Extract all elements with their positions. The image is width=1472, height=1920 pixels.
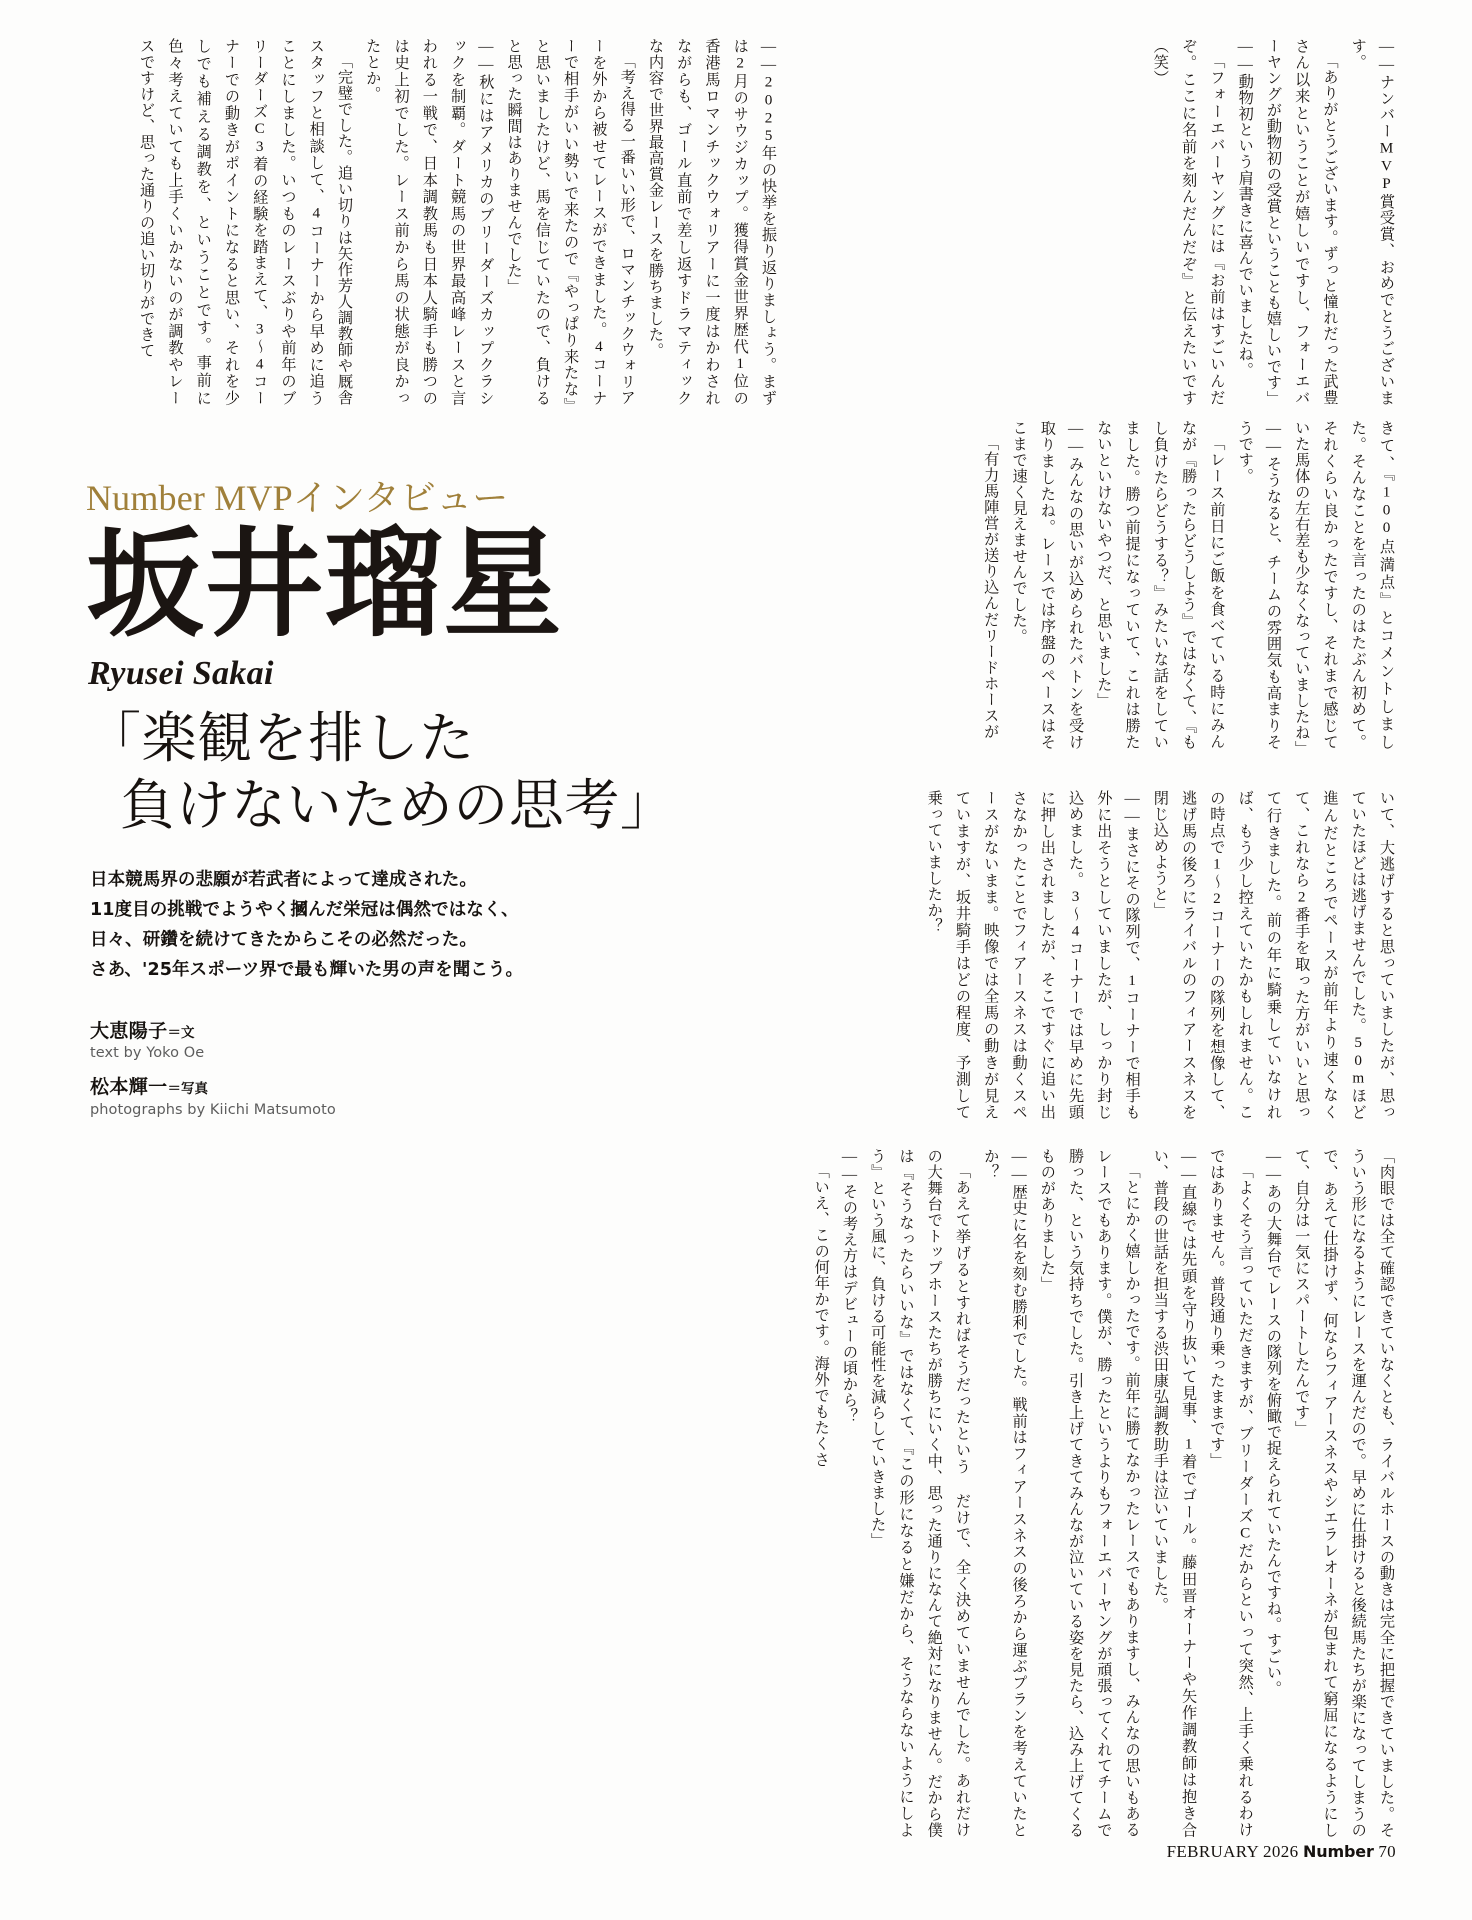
paragraph: 「肉眼では全て確認できていなくとも、ライバルホースの動きは完全に把握できていました。そういう形になるようにレースを運んだので。早めに仕掛けると後続馬たちが楽になってしまうので、あえて仕掛けず、何ならフィアースネスやシエラレオーネが包まれて窮屈になるようにして、自分は一気にスパートしたんです」 <box>1293 1148 1395 1838</box>
credit-photographer-name: 松本輝一 <box>90 1075 168 1098</box>
headline-line-1: 「楽観を排した <box>86 708 475 769</box>
footer-issue: FEBRUARY 2026 <box>1166 1842 1299 1861</box>
lede-line-4: さあ、'25年スポーツ界で最も輝いた男の声を聞こう。 <box>90 960 524 981</box>
paragraph: 「有力馬陣営が送り込んだリードホースが <box>982 435 1000 740</box>
paragraph: ——みんなの思いが込められたバトンを受け取りましたね。レースでは序盤のペースはそこまで速く見えませんでした。 <box>1010 420 1085 750</box>
credit-writer-role: ＝文 <box>167 1024 195 1041</box>
credit-writer-jp <box>90 1020 666 1044</box>
credit-writer <box>90 1020 666 1064</box>
paragraph: ——直線では先頭を守り抜いて見事、1着でゴール。藤田晋オーナーや矢作調教師は抱き合い、普段の世話を担当する渋田康弘調教助手は泣いていました。 <box>1151 1148 1198 1838</box>
paragraph: 「いえ、この何年かです。海外でもたくさ <box>812 1163 830 1468</box>
credit-writer-name: 大恵陽子 <box>90 1019 168 1042</box>
paragraph: 「レース前日にご飯を食べている時にみんなが『勝ったらどうしよう』ではなくて、『もし負けたらどうする？』みたいな話をしていました。勝つ前提になっていて、これは勝たないといけないやつだ、と思いました」 <box>1095 420 1226 750</box>
paragraph: 「完璧でした。追い切りは矢作芳人調教師や厩舎スタッフと相談して、4コーナーから早めに追うことにしました。いつものレースぶりや前年のブリーダーズC3着の経験を踏まえて、3〜4コーナーでの動きがポイントになると思い、それを少しでも補える調教を、ということです。事前に色々考えていても上手くいかないのが調教やレースですけど、思った通りの追い切りができて <box>138 38 354 406</box>
credit-photographer <box>90 1076 666 1120</box>
paragraph: ——あの大舞台でレースの隊列を俯瞰で捉えられていたんですね。すごい。 <box>1264 1148 1282 1697</box>
page-footer <box>1167 1842 1396 1862</box>
paragraph: ——まさにその隊列で、1コーナーで相手も外に出そうとしていましたが、しっかり封じ込めました。3〜4コーナーでは早めに先頭に押し出されましたが、そこですぐに追い出さなかったことでフィアースネスは動くスペースがないまま。映像では全馬の動きが見えていますが、坂井騎手はどの程度、予測して乗っていましたか？ <box>925 790 1141 1120</box>
credits-block <box>90 1020 666 1121</box>
lede-line-2: 11度目の挑戦でようやく摑んだ栄冠は偶然ではなく、 <box>90 900 519 921</box>
article-body-bottom <box>100 1148 1400 1838</box>
footer-brand: Number <box>1303 1842 1374 1861</box>
paragraph: ——動物初という肩書きに喜んでいましたね。 <box>1236 38 1254 379</box>
lede-paragraph <box>90 865 666 985</box>
credit-photographer-jp <box>90 1076 666 1100</box>
paragraph: ——2025年の快挙を振り返りましょう。まずは2月のサウジカップ。獲得賞金世界歴代1位の香港馬ロマンチックウォリアーに一度はかわされながらも、ゴール直前で差し返すドラマティックな内容で世界最高賞金レースを勝ちました。 <box>646 38 777 406</box>
article-body-top-right <box>800 38 1400 406</box>
footer-page-number: 70 <box>1378 1842 1396 1861</box>
paragraph: ——そうなると、チームの雰囲気も高まりそうです。 <box>1236 420 1282 750</box>
paragraph: 「あえて挙げるとすればそうだったという だけで、全く決めていませんでした。あれだけの大舞台でトップホースたちが勝ちにいく中、思った通りになんて絶対になりません。だから僕は『そうなったらいいな』ではなくて、『この形になると嫌だから、そうならないようにしよう』という風に、負ける可能性を減らしていきました」 <box>869 1148 972 1838</box>
paragraph: ——歴史に名を刻む勝利でした。戦前はフィアースネスの後ろから運ぶプランを考えていたとか？ <box>982 1148 1028 1838</box>
paragraph: ——ナンバーMVP賞受賞、おめでとうございます。 <box>1349 38 1395 406</box>
article-masthead <box>86 470 676 1132</box>
paragraph: 「ありがとうございます。ずっと憧れだった武豊さん以来ということが嬉しいですし、フォーエバーヤングが動物初の受賞ということも嬉しいです」 <box>1264 38 1339 407</box>
lede-line-1: 日本競馬界の悲願が若武者によって達成された。 <box>90 870 477 891</box>
credit-photographer-en: photographs by Kiichi Matsumoto <box>90 1101 336 1118</box>
subject-name-romaji: Ryusei Sakai <box>88 655 274 692</box>
paragraph: 「フォーエバーヤングには『お前はすごいんだぞ。ここに名前を刻んだんだぞ』と伝えたいです（笑） <box>1151 38 1226 406</box>
paragraph: ——その考え方はデビューの頃から？ <box>840 1148 858 1425</box>
paragraph: きて、『100点満点』とコメントしました。そんなことを言ったのはたぶん初めて。それくらい良かったですし、それまで感じていた馬体の左右差も少なくなっていましたね」 <box>1293 420 1395 757</box>
credit-writer-en: text by Yoko Oe <box>90 1045 205 1062</box>
article-body-mid-lower <box>925 790 1400 1120</box>
paragraph: 「よくそう言っていただきますが、ブリーダーズCだからといって突然、上手く乗れるわけではありません。普段通り乗ったままです」 <box>1208 1148 1254 1838</box>
paragraph: いて、大逃げすると思っていましたが、思っていたほどは逃げませんでした。50mほど進んだところでペースが前年より速くなくて、これなら2番手を取った方がいいと思って行きました。前の年に騎乗していなければ、もう少し控えていたかもしれません。この時点で1〜2コーナーの隊列を想像して、逃げ馬の後ろにライバルのフィアースネスを閉じ込めようと」 <box>1151 790 1395 1120</box>
kicker: Number MVPインタビュー <box>86 478 509 518</box>
article-body-top-left <box>92 38 782 406</box>
credit-photographer-role: ＝写真 <box>167 1080 209 1097</box>
headline-quote <box>86 705 676 839</box>
page-title: 坂井瑠星 <box>86 520 563 651</box>
headline-line-2: 負けないための思考」 <box>120 775 676 837</box>
paragraph: ——秋にはアメリカのブリーダーズカップクラシックを制覇。ダート競馬の世界最高峰レースと言われる一戦で、日本調教馬も日本人騎手も勝つのは史上初でした。レース前から馬の状態が良かったとか。 <box>364 38 495 406</box>
paragraph: 「考え得る一番いい形で、ロマンチックウォリアーを外から被せてレースができました。4コーナーで相手がいい勢いで来たので『やっぱり来たな』と思いましたけど、馬を信じていたので、負けると思った瞬間はありませんでした」 <box>505 38 636 406</box>
paragraph: 「とにかく嬉しかったです。前年に勝てなかったレースでもありますし、みんなの思いもあるレースでもあります。僕が、勝ったというよりもフォーエバーヤングが頑張ってくれてチームで勝った、という気持ちでした。引き上げてきてみんなが泣いている姿を見たら、込み上げてくるものがありました」 <box>1038 1148 1141 1838</box>
article-body-mid-upper <box>982 420 1400 757</box>
lede-line-3: 日々、研鑽を続けてきたからこその必然だった。 <box>90 930 477 951</box>
